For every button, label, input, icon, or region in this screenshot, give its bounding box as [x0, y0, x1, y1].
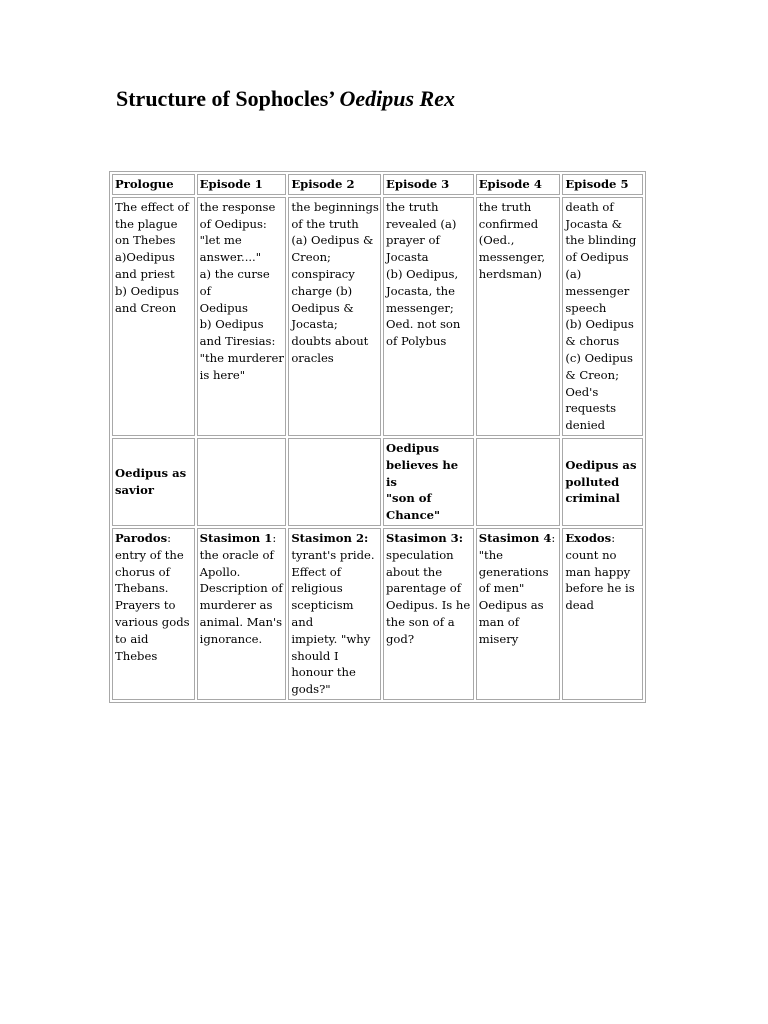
ode-row: [112, 528, 643, 700]
theme-row: [112, 438, 643, 526]
cell-line: death of: [565, 199, 614, 214]
cell-line: Oed's: [565, 384, 599, 399]
cell-line: of Oedipus:: [199, 216, 267, 231]
cell-line: ignorance.: [199, 631, 263, 646]
cell-line: Oedipus: [199, 300, 248, 315]
cell-line: religious: [291, 581, 343, 596]
cell-line: Jocasta;: [291, 317, 338, 332]
cell-line: charge (b): [291, 283, 353, 298]
cell-line: a)Oedipus: [115, 250, 175, 265]
cell-line: speculation: [386, 547, 454, 562]
cell-line: "the: [478, 547, 504, 562]
ode-label: Stasimon 2:: [291, 530, 369, 545]
cell-line: scepticism and: [291, 598, 354, 629]
cell-line: on Thebes: [115, 233, 176, 248]
structure-table: [109, 171, 646, 703]
cell-line: Thebans.: [115, 581, 169, 596]
cell-line: the oracle of: [199, 547, 274, 562]
cell-line: messenger;: [386, 300, 454, 315]
ode-label: Stasimon 3:: [386, 530, 463, 545]
header-cell: Episode 2: [288, 174, 381, 195]
cell-line: criminal: [565, 491, 620, 506]
theme-cell: [383, 438, 474, 526]
ode-label-suffix: :: [272, 530, 277, 545]
cell-line: & chorus: [565, 334, 620, 349]
cell-line: various gods: [115, 614, 190, 629]
cell-line: chorus of: [115, 564, 170, 579]
cell-line: Creon;: [291, 250, 331, 265]
cell-line: and priest: [115, 266, 175, 281]
cell-line: revealed (a): [386, 216, 457, 231]
ode-cell: [112, 528, 195, 700]
cell-line: dead: [565, 598, 594, 613]
cell-line: gods?": [291, 682, 331, 697]
cell-line: Chance": [386, 508, 441, 523]
theme-cell: [197, 438, 287, 526]
cell-line: confirmed: [478, 216, 539, 231]
episode-cell: [112, 197, 195, 436]
cell-line: Oedipus as: [478, 598, 544, 613]
episode-cell: [197, 197, 287, 436]
page-title: Structure of Sophocles’ Oedipus Rex: [116, 86, 455, 111]
cell-line: oracles: [291, 350, 334, 365]
cell-line: of Polybus: [386, 334, 447, 349]
cell-line: "let me: [199, 233, 242, 248]
header-cell: Episode 3: [383, 174, 474, 195]
cell-line: savior: [115, 482, 155, 497]
cell-line: (Oed.,: [478, 233, 515, 248]
cell-line: answer....": [199, 250, 262, 265]
cell-line: Oedipus &: [291, 300, 354, 315]
cell-line: god?: [386, 631, 415, 646]
ode-label: Stasimon 1: [199, 530, 273, 545]
cell-line: Oed. not son: [386, 317, 461, 332]
cell-line: believes he is: [386, 457, 459, 489]
cell-line: b) Oedipus: [199, 317, 264, 332]
header-cell: Episode 4: [476, 174, 561, 195]
cell-line: Jocasta, the: [386, 283, 455, 298]
cell-line: count no: [565, 547, 617, 562]
cell-line: honour the: [291, 665, 356, 680]
cell-line: doubts about: [291, 334, 369, 349]
cell-line: the truth: [386, 199, 439, 214]
cell-line: (b) Oedipus,: [386, 266, 459, 281]
header-cell: Prologue: [112, 174, 195, 195]
cell-line: the blinding: [565, 233, 637, 248]
cell-line: entry of the: [115, 547, 184, 562]
cell-line: to aid: [115, 631, 149, 646]
cell-line: (a) Oedipus &: [291, 233, 374, 248]
ode-cell: [476, 528, 561, 700]
cell-line: of the truth: [291, 216, 359, 231]
episode-cell: [383, 197, 474, 436]
ode-cell: [562, 528, 643, 700]
episode-cell: [562, 197, 643, 436]
cell-line: animal. Man's: [199, 614, 283, 629]
cell-line: man happy: [565, 564, 631, 579]
cell-line: Thebes: [115, 648, 158, 663]
cell-line: polluted: [565, 474, 620, 489]
cell-line: (a): [565, 266, 582, 281]
cell-line: Prayers to: [115, 598, 176, 613]
episode-row: [112, 197, 643, 436]
cell-line: & Creon;: [565, 367, 619, 382]
cell-line: Description of: [199, 581, 283, 596]
theme-cell: [112, 438, 195, 526]
cell-line: messenger: [565, 283, 630, 298]
cell-line: should I: [291, 648, 339, 663]
cell-line: Oedipus as: [115, 466, 187, 481]
ode-cell: [288, 528, 381, 700]
cell-line: tyrant's pride.: [291, 547, 375, 562]
cell-line: Jocasta &: [565, 216, 622, 231]
cell-line: herdsman): [478, 266, 542, 281]
cell-line: and Tiresias:: [199, 334, 276, 349]
header-cell: Episode 1: [197, 174, 287, 195]
ode-label: Stasimon 4: [478, 530, 552, 545]
cell-line: (c) Oedipus: [565, 350, 633, 365]
cell-line: about the: [386, 564, 443, 579]
cell-line: "son of: [386, 491, 432, 506]
cell-line: Apollo.: [199, 564, 241, 579]
header-cell: Episode 5: [562, 174, 643, 195]
cell-line: the response: [199, 199, 276, 214]
header-row: [112, 174, 643, 195]
cell-line: requests: [565, 401, 617, 416]
cell-line: b) Oedipus: [115, 283, 179, 298]
cell-line: of Oedipus: [565, 250, 629, 265]
cell-line: murderer as: [199, 598, 273, 613]
cell-line: Jocasta: [386, 250, 429, 265]
cell-line: conspiracy: [291, 266, 355, 281]
cell-line: the son of a: [386, 614, 455, 629]
cell-line: the beginnings: [291, 199, 379, 214]
cell-line: Oedipus as: [565, 457, 637, 472]
cell-line: before he is: [565, 581, 635, 596]
play-title: Oedipus Rex: [339, 86, 455, 111]
cell-line: is here": [199, 367, 246, 382]
ode-cell: [197, 528, 287, 700]
cell-line: impiety. "why: [291, 631, 371, 646]
theme-cell: [476, 438, 561, 526]
cell-line: messenger,: [478, 250, 546, 265]
ode-label: Parodos: [115, 530, 168, 545]
cell-line: prayer of: [386, 233, 440, 248]
cell-line: of men": [478, 581, 525, 596]
cell-line: man of: [478, 614, 520, 629]
cell-line: The effect of: [115, 199, 189, 214]
ode-label-suffix: :: [167, 530, 172, 545]
cell-line: speech: [565, 300, 607, 315]
cell-line: misery: [478, 631, 519, 646]
ode-label: Exodos: [565, 530, 612, 545]
episode-cell: [288, 197, 381, 436]
cell-line: and Creon: [115, 300, 177, 315]
episode-cell: [476, 197, 561, 436]
ode-cell: [383, 528, 474, 700]
cell-line: "the murderer: [199, 350, 284, 365]
cell-line: generations: [478, 564, 549, 579]
theme-cell: [562, 438, 643, 526]
cell-line: Effect of: [291, 564, 341, 579]
theme-cell: [288, 438, 381, 526]
cell-line: a) the curse of: [199, 266, 270, 298]
cell-line: Oedipus: [386, 440, 440, 455]
cell-line: (b) Oedipus: [565, 317, 634, 332]
cell-line: the plague: [115, 216, 178, 231]
cell-line: the truth: [478, 199, 532, 214]
cell-line: Oedipus. Is he: [386, 598, 471, 613]
cell-line: parentage of: [386, 581, 462, 596]
cell-line: denied: [565, 418, 606, 433]
ode-label-suffix: :: [611, 530, 616, 545]
ode-label-suffix: :: [551, 530, 556, 545]
